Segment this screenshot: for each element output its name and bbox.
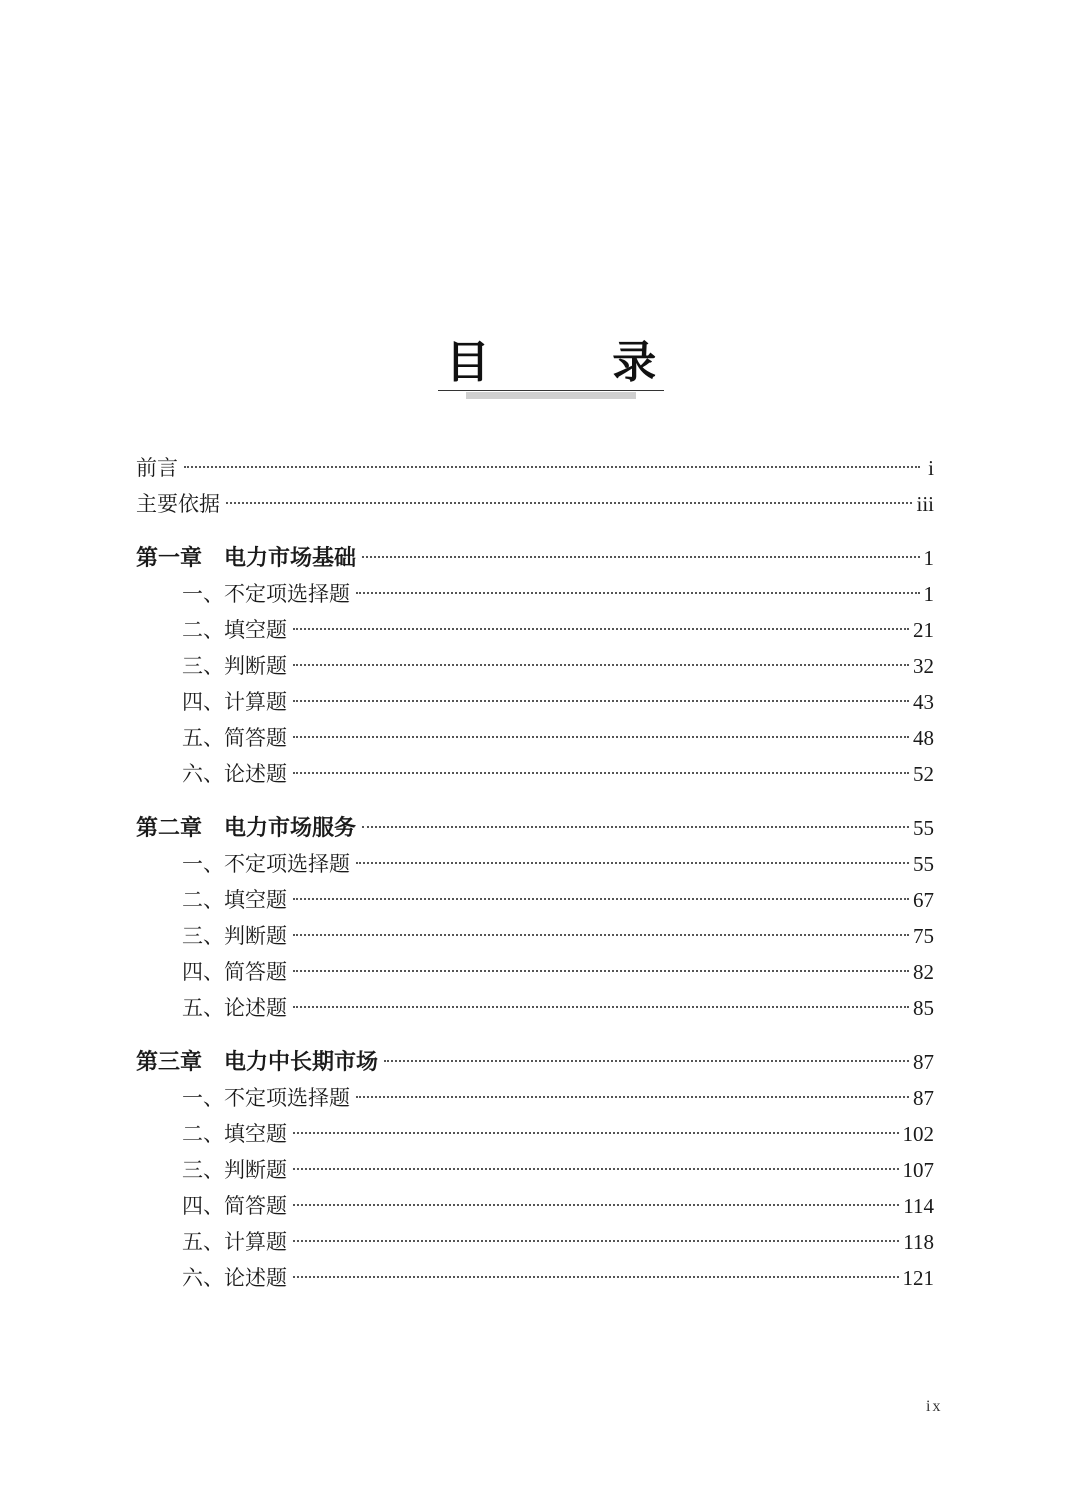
dot-leader: [293, 664, 909, 666]
toc-section-entry[interactable]: [136, 1152, 934, 1188]
toc-entry-page: 118: [903, 1230, 934, 1254]
dot-leader: [293, 1204, 899, 1206]
title-shadow-bar: [466, 392, 636, 399]
toc-entry-label: 前言: [136, 456, 178, 480]
toc-chapter-entry[interactable]: [136, 1044, 934, 1080]
toc-entry-page: 1: [923, 546, 934, 570]
toc-entry-page: 102: [902, 1122, 934, 1146]
toc-entry-label: 主要依据: [136, 492, 220, 516]
dot-leader: [293, 700, 909, 702]
title-underline: [438, 390, 664, 391]
toc-section-entry[interactable]: [136, 990, 934, 1026]
toc-heading: [438, 330, 664, 402]
toc-entry-page: 87: [913, 1086, 934, 1110]
dot-leader: [293, 1006, 909, 1008]
toc-section-entry[interactable]: [136, 684, 934, 720]
toc-entry-label: 二、填空题: [182, 618, 287, 642]
toc-section-entry[interactable]: [136, 1188, 934, 1224]
dot-leader: [384, 1060, 909, 1062]
toc-entry-label: 一、不定项选择题: [182, 1086, 350, 1110]
dot-leader: [226, 502, 912, 504]
toc-section-entry[interactable]: [136, 882, 934, 918]
dot-leader: [184, 466, 920, 468]
toc-entry-label: 四、计算题: [182, 690, 287, 714]
toc-entry-label: 五、计算题: [182, 1230, 287, 1254]
dot-leader: [293, 898, 909, 900]
dot-leader: [362, 826, 909, 828]
toc-entry-label: 第一章 电力市场基础: [136, 546, 357, 571]
page-number: ix: [926, 1398, 943, 1415]
toc-entry-label: 三、判断题: [182, 654, 287, 678]
toc-entry-label: 二、填空题: [182, 1122, 287, 1146]
toc-section-entry[interactable]: [136, 1116, 934, 1152]
toc-entry-page: 52: [913, 762, 934, 786]
table-of-contents: [136, 450, 934, 1296]
toc-entry-page: 107: [902, 1158, 934, 1182]
dot-leader: [293, 970, 909, 972]
dot-leader: [356, 862, 909, 864]
toc-entry-label: 三、判断题: [182, 924, 287, 948]
toc-section-entry[interactable]: [136, 954, 934, 990]
toc-section-entry[interactable]: [136, 756, 934, 792]
toc-entry-label: 第二章 电力市场服务: [136, 816, 357, 841]
dot-leader: [293, 772, 909, 774]
toc-entry-label: 第三章 电力中长期市场: [136, 1050, 379, 1075]
toc-entry-page: 82: [913, 960, 934, 984]
toc-entry-page: 1: [923, 582, 934, 606]
toc-section-entry[interactable]: [136, 1224, 934, 1260]
toc-entry-page: 21: [913, 618, 934, 642]
page-title: 目 录: [445, 337, 657, 388]
toc-section-entry[interactable]: [136, 612, 934, 648]
toc-entry-page: 48: [913, 726, 934, 750]
toc-section-entry[interactable]: [136, 846, 934, 882]
toc-entry-label: 一、不定项选择题: [182, 582, 350, 606]
toc-chapter-entry[interactable]: [136, 810, 934, 846]
toc-entry-page: i: [928, 456, 934, 480]
toc-entry-label: 一、不定项选择题: [182, 852, 350, 876]
toc-entry-page: iii: [916, 492, 934, 516]
dot-leader: [293, 736, 909, 738]
toc-entry-label: 四、简答题: [182, 960, 287, 984]
dot-leader: [293, 628, 909, 630]
dot-leader: [293, 1240, 899, 1242]
toc-entry-page: 114: [903, 1194, 934, 1218]
toc-entry-page: 121: [902, 1266, 934, 1290]
dot-leader: [293, 1168, 899, 1170]
dot-leader: [293, 934, 909, 936]
toc-entry-label: 六、论述题: [182, 1266, 287, 1290]
toc-section-entry[interactable]: [136, 1260, 934, 1296]
toc-entry-page: 67: [913, 888, 934, 912]
toc-entry-page: 85: [913, 996, 934, 1020]
toc-entry-label: 三、判断题: [182, 1158, 287, 1182]
toc-entry-label: 二、填空题: [182, 888, 287, 912]
toc-section-entry[interactable]: [136, 576, 934, 612]
toc-section-entry[interactable]: [136, 648, 934, 684]
toc-section-entry[interactable]: [136, 720, 934, 756]
toc-section-entry[interactable]: [136, 918, 934, 954]
toc-entry-label: 五、论述题: [182, 996, 287, 1020]
toc-entry-page: 87: [913, 1050, 934, 1074]
toc-chapter-entry[interactable]: [136, 540, 934, 576]
dot-leader: [356, 1096, 909, 1098]
toc-entry-page: 32: [913, 654, 934, 678]
toc-front-entry[interactable]: [136, 486, 934, 522]
dot-leader: [293, 1132, 899, 1134]
toc-entry-label: 五、简答题: [182, 726, 287, 750]
toc-entry-page: 43: [913, 690, 934, 714]
toc-entry-page: 55: [913, 816, 934, 840]
dot-leader: [356, 592, 920, 594]
toc-section-entry[interactable]: [136, 1080, 934, 1116]
toc-front-entry[interactable]: [136, 450, 934, 486]
toc-entry-label: 四、简答题: [182, 1194, 287, 1218]
dot-leader: [362, 556, 919, 558]
toc-entry-page: 55: [913, 852, 934, 876]
toc-entry-label: 六、论述题: [182, 762, 287, 786]
toc-entry-page: 75: [913, 924, 934, 948]
dot-leader: [293, 1276, 899, 1278]
